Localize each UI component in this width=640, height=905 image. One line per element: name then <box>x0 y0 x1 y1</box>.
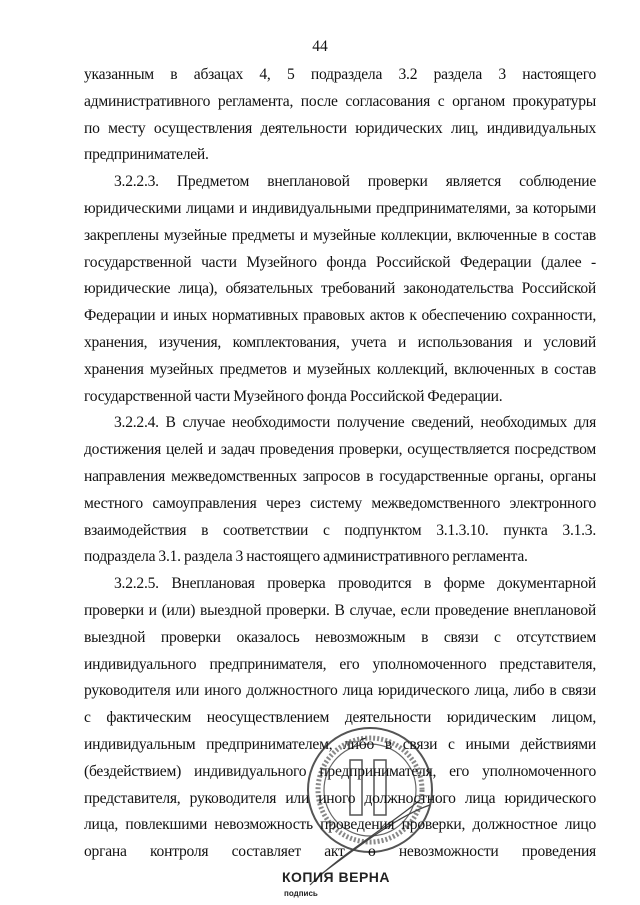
text-line: закреплены музейные предметы и музейные коллекции, включенные в состав <box>84 226 596 244</box>
text-line: с фактическим неосуществлением деятельности юридическим лицом, <box>84 709 596 727</box>
text-line: руководителя или иного должностного лица юридического лица, либо в связи <box>84 682 596 700</box>
text-line: 3.2.2.4. В случае необходимости получение сведений, необходимых для <box>114 414 596 432</box>
text-line: выездной проверки оказалось невозможным в связи с отсутствием <box>84 628 596 646</box>
text-line: предпринимателей. <box>84 146 209 164</box>
text-line: юридическими лицами и индивидуальными предпринимателями, за которыми <box>84 199 596 217</box>
text-line: 3.2.2.5. Внеплановая проверка проводится в форме документарной <box>114 575 596 593</box>
text-line: представителя, руководителя или иного должностного лица юридического <box>84 789 596 807</box>
text-line: (бездействием) индивидуального предпринимателя, его уполномоченного <box>84 762 596 780</box>
text-line: государственной части Музейного фонда Российской Федерации (далее - <box>84 253 596 271</box>
text-line: подраздела 3.1. раздела 3 настоящего административного регламента. <box>84 548 528 566</box>
text-line: органа контроля составляет акт о невозможности проведения <box>84 843 596 861</box>
text-line: указанным в абзацах 4, 5 подраздела 3.2 раздела 3 настоящего <box>84 66 596 83</box>
text-line: хранения, изучения, комплектования, учета и использования и условий <box>84 333 596 351</box>
text-line: юридические лица), обязательных требований законодательства Российской <box>84 280 596 298</box>
text-line: местного самоуправления через систему межведомственного электронного <box>84 494 596 512</box>
text-line: достижения целей и задач проведения проверки, осуществляется посредством <box>84 441 596 459</box>
text-line: административного регламента, после согласования с органом прокуратуры <box>84 92 596 110</box>
text-line: по месту осуществления деятельности юридических лиц, индивидуальных <box>84 119 596 137</box>
text-line: лица, повлекшими невозможность проведения проверки, должностное лицо <box>84 816 596 834</box>
text-line: индивидуальным предпринимателем, либо в связи с иными действиями <box>84 735 596 753</box>
text-line: проверки и (или) выездной проверки. В случае, если проведение внеплановой <box>84 601 596 619</box>
document-body <box>84 62 596 866</box>
page-number: 44 <box>312 38 328 55</box>
text-line: взаимодействия в соответствии с подпунктом 3.1.3.10. пункта 3.1.3. <box>84 521 596 539</box>
text-line: направления межведомственных запросов в государственные органы, органы <box>84 467 596 485</box>
text-line: хранения музейных предметов и музейных коллекций, включенных в состав <box>84 360 596 378</box>
signature-label: подпись <box>284 889 318 898</box>
copy-certified-label: КОПИЯ ВЕРНА <box>282 869 391 885</box>
text-line: Федерации и иных нормативных правовых актов к обеспечению сохранности, <box>84 307 596 325</box>
text-line: 3.2.2.3. Предметом внеплановой проверки является соблюдение <box>114 173 596 191</box>
text-line: государственной части Музейного фонда Российской Федерации. <box>84 387 503 405</box>
text-line: индивидуального предпринимателя, его уполномоченного представителя, <box>84 655 596 673</box>
